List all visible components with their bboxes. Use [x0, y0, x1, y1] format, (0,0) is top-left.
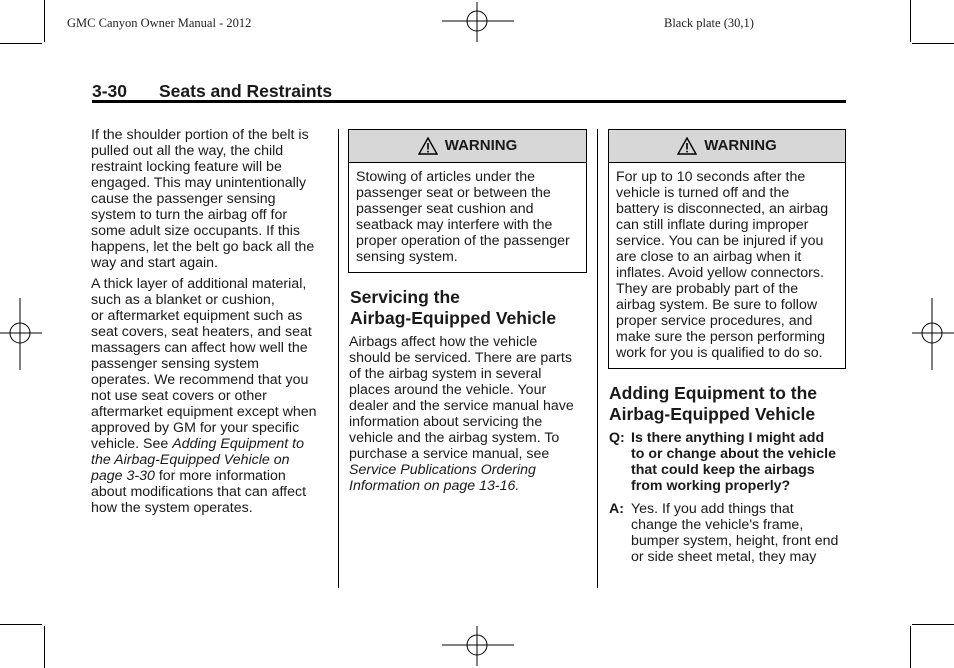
crop-mark — [912, 624, 954, 625]
cross-reference-link[interactable]: page 3-30 — [91, 468, 155, 484]
question-text — [631, 430, 846, 494]
text-line: passenger sensing system — [91, 356, 259, 372]
text-line: proper service procedures, and — [616, 313, 813, 329]
text-line: bumper system, height, front end — [631, 533, 839, 549]
answer-text — [631, 501, 846, 565]
heading-line: Airbag-Equipped Vehicle — [350, 308, 557, 328]
text-line: information about servicing the — [349, 414, 543, 430]
warning-header — [609, 130, 845, 163]
text-line: engaged. This may unintentionally — [91, 175, 307, 191]
text-line: sensing system. — [356, 249, 458, 265]
text-line — [91, 468, 329, 484]
warning-header — [349, 130, 586, 163]
text-line: battery is disconnected, an airbag — [616, 201, 829, 217]
text-line: should be serviced. There are parts — [349, 350, 572, 366]
page-header — [92, 81, 846, 103]
heading-line: Servicing the — [350, 287, 460, 307]
text-line: approved by GM for your specific — [91, 420, 300, 436]
text-line: places around the vehicle. Your — [349, 382, 547, 398]
text-line: vehicle is turned off and the — [616, 185, 790, 201]
answer-marker: A: — [609, 501, 624, 517]
text-line — [91, 436, 329, 452]
text-line: proper operation of the passenger — [356, 233, 570, 249]
column-left — [91, 127, 329, 521]
text-line: restraint locking feature will be — [91, 159, 282, 175]
paragraph — [91, 127, 329, 271]
text-line: can still inflate during improper — [616, 217, 809, 233]
text-run: vehicle. See — [91, 436, 173, 452]
crop-mark — [912, 43, 954, 44]
column-right — [608, 129, 846, 572]
text-line: A thick layer of additional material, — [91, 276, 307, 292]
warning-box — [608, 129, 846, 369]
text-line: seat covers, seat heaters, and seat — [91, 324, 312, 340]
column-middle — [348, 129, 587, 499]
text-line: or aftermarket equipment such as — [91, 308, 303, 324]
manual-title: GMC Canyon Owner Manual - 2012 — [67, 16, 252, 30]
text-line: make sure the person performing — [616, 329, 825, 345]
text-line: seatback may interfere with the — [356, 217, 553, 233]
text-line: Airbags affect how the vehicle — [349, 334, 538, 350]
text-line: that could keep the airbags — [631, 462, 815, 478]
text-line: They are probably part of the — [616, 281, 799, 297]
text-line: change the vehicle's frame, — [631, 517, 804, 533]
text-line: how the system operates. — [91, 500, 253, 516]
text-line: airbag system. Be sure to follow — [616, 297, 818, 313]
text-line: dealer and the service manual have — [349, 398, 574, 414]
cross-reference-link[interactable]: Service Publications Ordering — [349, 462, 536, 478]
text-line: Yes. If you add things that — [631, 501, 794, 517]
crop-mark — [910, 626, 911, 668]
text-line: aftermarket equipment except when — [91, 404, 317, 420]
text-line: or side sheet metal, they may — [631, 549, 817, 565]
text-line: purchase a service manual, see — [349, 446, 550, 462]
crop-mark — [44, 0, 45, 42]
text-line: to or change about the vehicle — [631, 446, 836, 462]
registration-mark-icon — [442, 2, 514, 42]
column-divider — [597, 129, 598, 588]
crop-mark — [0, 624, 42, 625]
registration-mark-icon — [912, 298, 954, 370]
heading-line: Adding Equipment to the — [609, 383, 818, 403]
section-heading — [350, 287, 587, 329]
text-line: Is there anything I might add — [631, 430, 825, 446]
text-line: pulled out all the way, the child — [91, 143, 284, 159]
page-number: 3-30 — [92, 81, 128, 101]
cross-reference-link[interactable]: the Airbag-Equipped Vehicle on — [91, 452, 290, 468]
text-line: cause the passenger sensing — [91, 191, 276, 207]
question-block — [609, 430, 846, 494]
registration-mark-icon — [442, 626, 514, 666]
warning-title: WARNING — [704, 137, 777, 154]
section-heading — [609, 383, 846, 425]
text-line: happens, let the belt go back all the — [91, 239, 315, 255]
text-line: vehicle and the airbag system. To — [349, 430, 560, 446]
text-line: not use seat covers or other — [91, 388, 267, 404]
text-line: operates. We recommend that you — [91, 372, 309, 388]
crop-mark — [910, 0, 911, 42]
plate-info: Black plate (30,1) — [664, 16, 754, 30]
text-line: If the shoulder portion of the belt is — [91, 127, 309, 143]
registration-mark-icon — [0, 298, 42, 370]
text-run: for more information — [154, 468, 286, 484]
text-line: passenger seat or between the — [356, 185, 551, 201]
text-line: massagers can affect how well the — [91, 340, 308, 356]
text-line: system to turn the airbag off for — [91, 207, 288, 223]
text-line: about modifications that can affect — [91, 484, 307, 500]
cross-reference-link[interactable]: Adding Equipment to — [172, 436, 304, 452]
warning-body — [349, 163, 586, 272]
crop-mark — [0, 43, 42, 44]
text-line: some adult size occupants. If this — [91, 223, 300, 239]
warning-body — [609, 163, 845, 368]
section-title: Seats and Restraints — [159, 81, 333, 101]
text-line: from working properly? — [631, 478, 791, 494]
question-marker: Q: — [609, 430, 625, 446]
text-line: service. You can be injured if you — [616, 233, 824, 249]
answer-block — [609, 501, 846, 565]
warning-icon — [418, 137, 438, 155]
text-line: such as a blanket or cushion, — [91, 292, 275, 308]
text-line: inflates. Avoid yellow connectors. — [616, 265, 824, 281]
paragraph — [349, 334, 587, 494]
text-line: Stowing of articles under the — [356, 169, 536, 185]
warning-icon — [677, 137, 697, 155]
paragraph — [91, 276, 329, 516]
cross-reference-link[interactable]: Information on page 13-16. — [349, 478, 520, 494]
warning-title: WARNING — [444, 137, 518, 154]
text-line: work for you is qualified to do so. — [616, 345, 823, 361]
text-line: For up to 10 seconds after the — [616, 169, 806, 185]
crop-mark — [44, 626, 45, 668]
text-line: way and start again. — [91, 255, 218, 271]
text-line: passenger seat cushion and — [356, 201, 534, 217]
text-line: are close to an airbag when it — [616, 249, 802, 265]
heading-line: Airbag-Equipped Vehicle — [609, 404, 816, 424]
text-line: of the airbag system in several — [349, 366, 542, 382]
column-divider — [338, 129, 339, 588]
warning-box — [348, 129, 587, 273]
